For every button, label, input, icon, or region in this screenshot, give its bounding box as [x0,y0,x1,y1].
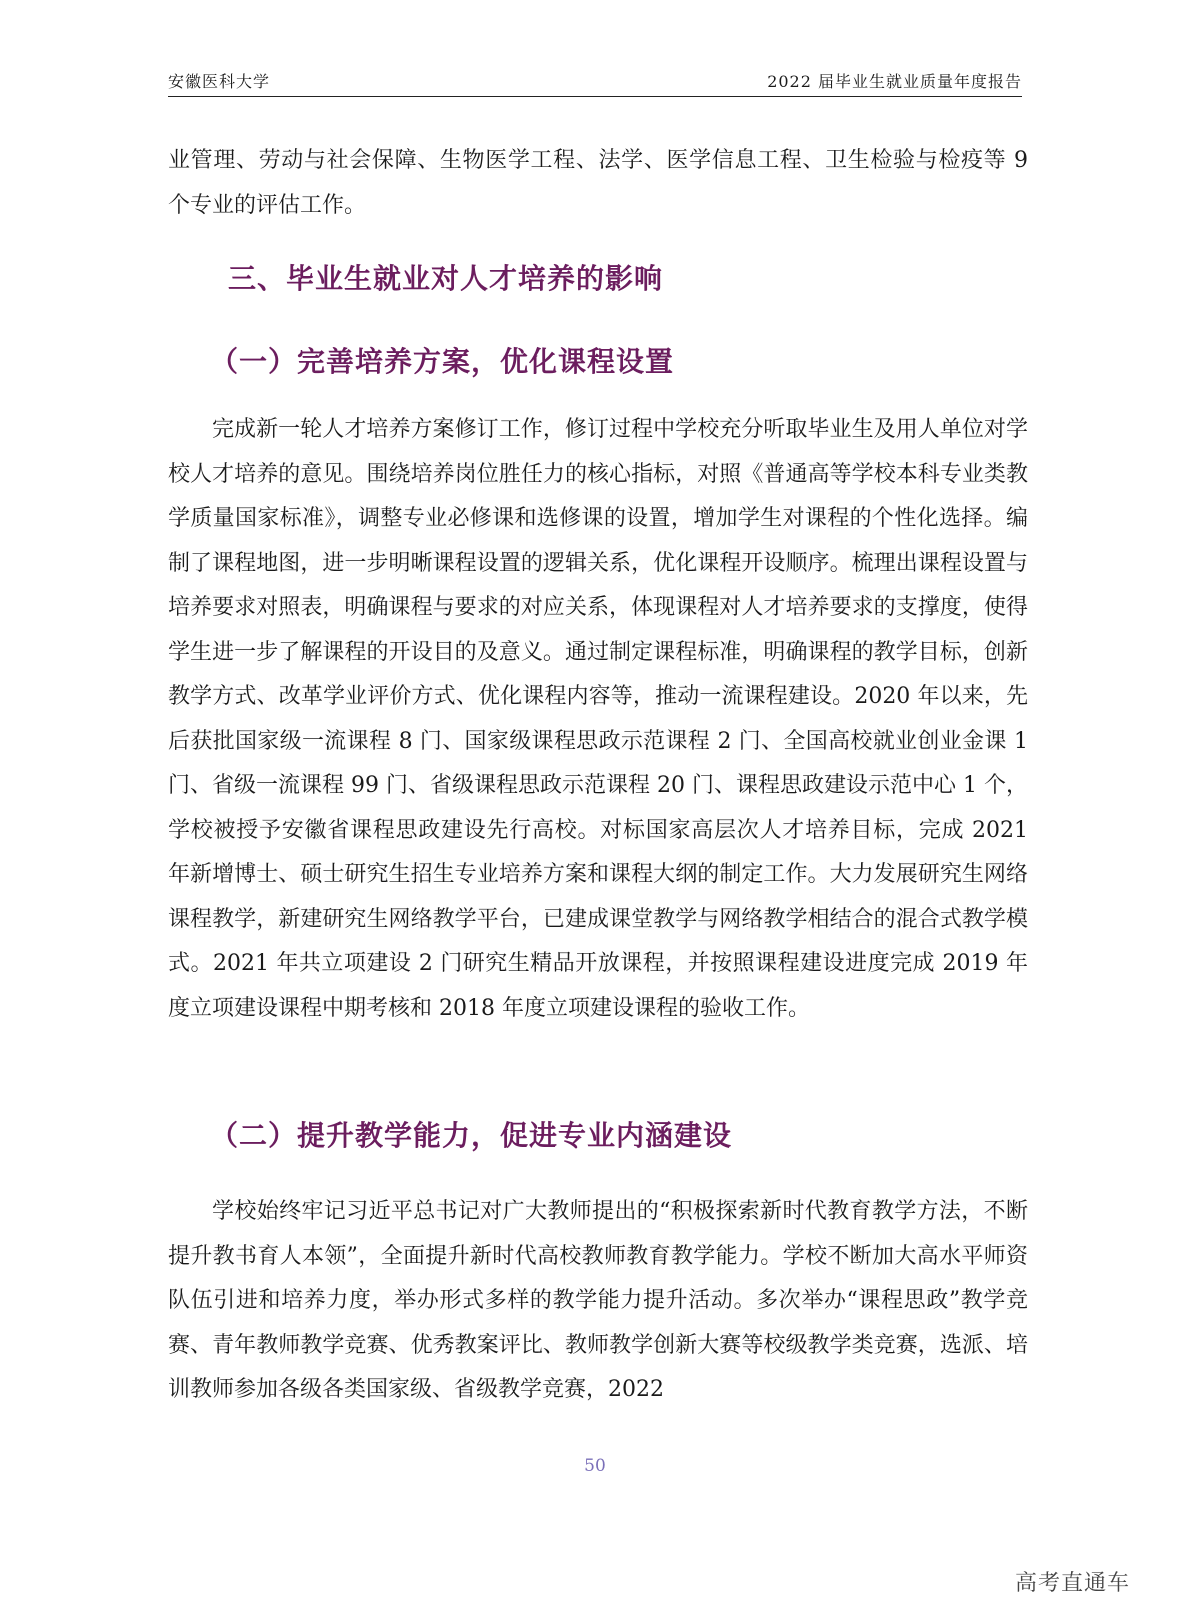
watermark-text: 高考直通车 [1014,1571,1130,1596]
section-heading: 三、毕业生就业对人才培养的影响 [228,262,664,295]
subsection-heading-1: （一）完善培养方案，优化课程设置 [210,345,675,378]
paragraph-text: 业管理、劳动与社会保障、生物医学工程、法学、医学信息工程、卫生检验与检疫等 9 个专业的评估工作。 [168,148,1028,218]
paragraph-teaching [168,1190,1028,1413]
page-number: 50 [584,1456,606,1476]
running-header [168,66,1022,97]
paragraph-curriculum [168,408,1028,1031]
paragraph-continued [168,139,1028,228]
paragraph-text: 学校始终牢记习近平总书记对广大教师提出的“积极探索新时代教育教学方法，不断提升教书育人本领”，全面提升新时代高校教师教育教学能力。学校不断加大高水平师资队伍引进和培养力度，举办形式多样的教学能力提升活动。多次举办“课程思政”教学竞赛、青年教师教学竞赛、优秀教案评比、教师教学创新大赛等校级教学类竞赛，选派、培训教师参加各级各类国家级、省级教学竞赛，2022 [168,1199,1028,1402]
header-institution: 安徽医科大学 [168,72,271,91]
subsection-heading-2: （二）提升教学能力，促进专业内涵建设 [210,1119,733,1152]
paragraph-text: 完成新一轮人才培养方案修订工作，修订过程中学校充分听取毕业生及用人单位对学校人才培养的意见。围绕培养岗位胜任力的核心指标，对照《普通高等学校本科专业类教学质量国家标准》，调整专业必修课和选修课的设置，增加学生对课程的个性化选择。编制了课程地图，进一步明晰课程设置的逻辑关系，优化课程开设顺序。梳理出课程设置与培养要求对照表，明确课程与要求的对应关系，体现课程对人才培养要求的支撑度，使得学生进一步了解课程的开设目的及意义。通过制定课程标准，明确课程的教学目标，创新教学方式、改革学业评价方式、优化课程内容等，推动一流课程建设。2020 年以来，先后获批国家级一流课程 8 门、国家级课程思政示范课程 2 门、全国高校就业创业金课 1 门、省级一流课程 99 门、省级课程思政示范课程 20 门、课程思政建设示范中心 1 个，学校被授予安徽省课程思政建设先行高校。对标国家高层次人才培养目标，完成 2021 年新增博士、硕士研究生招生专业培养方案和课程大纲的制定工作。大力发展研究生网络课程教学，新建研究生网络教学平台，已建成课堂教学与网络教学相结合的混合式教学模式。2021 年共立项建设 2 门研究生精品开放课程，并按照课程建设进度完成 2019 年度立项建设课程中期考核和 2018 年度立项建设课程的验收工作。 [168,417,1028,1021]
header-report-title: 2022 届毕业生就业质量年度报告 [767,72,1022,91]
